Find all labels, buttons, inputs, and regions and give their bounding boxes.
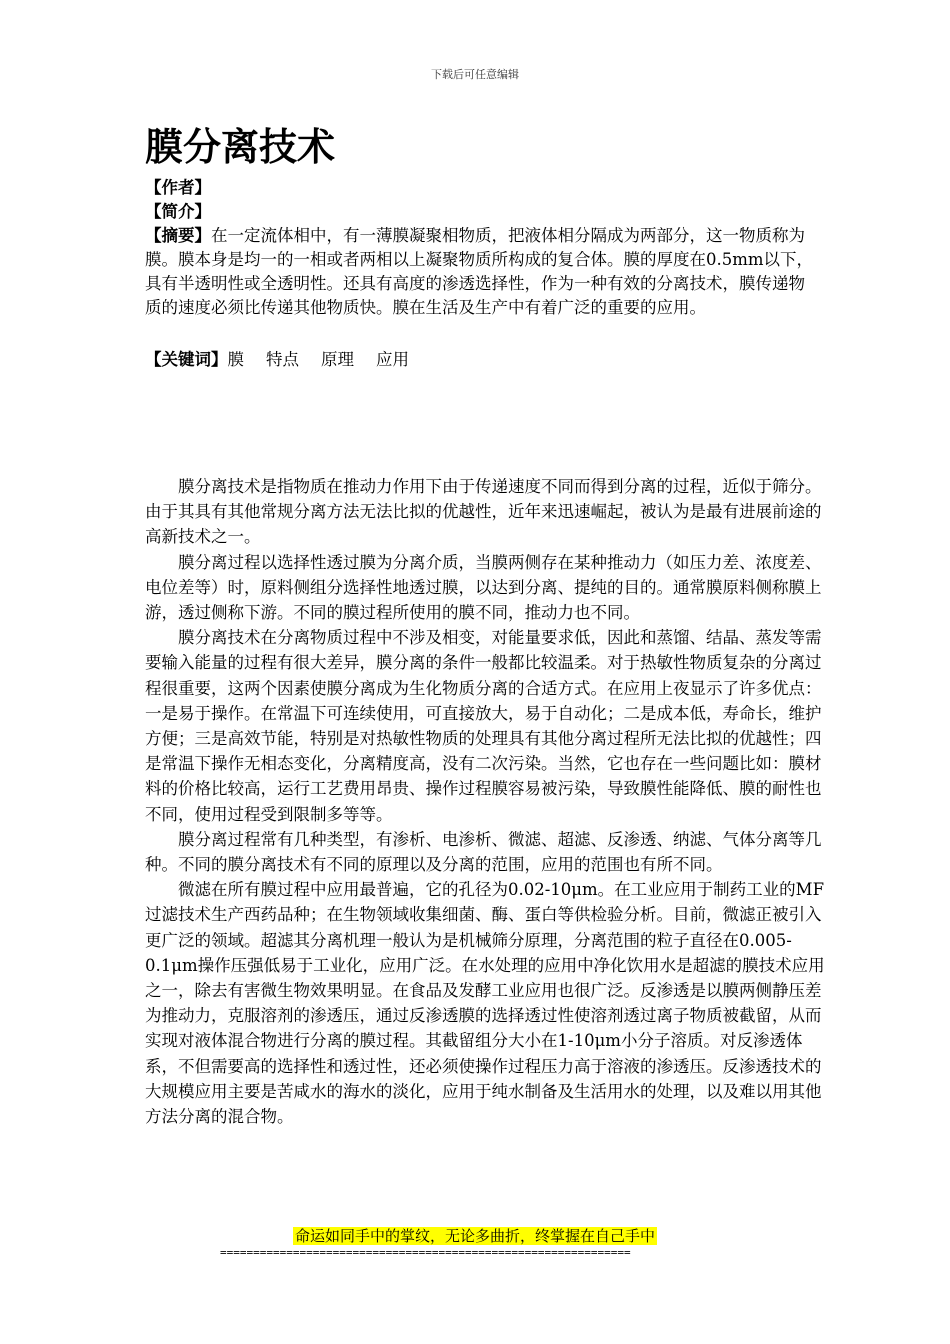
keyword: 原理: [321, 350, 354, 369]
paragraph: 膜分离技术在分离物质过程中不涉及相变，对能量要求低，因此和蒸馏、结晶、蒸发等需要输入能量的过程有很大差异，膜分离的条件一般都比较温柔。对于热敏性物质复杂的分离过程很重要，这两个因素使膜分离成为生化物质分离的合适方式。在应用上夜显示了许多优点：一是易于操作。在常温下可连续使用，可直接放大，易于自动化；二是成本低，寿命长，维护方便；三是高效节能，特别是对热敏性物质的处理具有其他分离过程所无法比拟的优越性；四是常温下操作无相态变化，分离精度高，没有二次污染。当然，它也存在一些问题比如：膜材料的价格比较高，运行工艺费用昂贵、操作过程膜容易被污染，导致膜性能降低、膜的耐性也不同，使用过程受到限制多等等。: [145, 628, 822, 824]
footer-quote: [0, 1226, 950, 1246]
paragraph: 膜分离过程以选择性透过膜为分离介质，当膜两侧存在某种推动力（如压力差、浓度差、电位差等）时，原料侧组分选择性地透过膜，以达到分离、提纯的目的。通常膜原料侧称膜上游，透过侧称下游。不同的膜过程所使用的膜不同，推动力也不同。: [145, 552, 822, 623]
keyword: 膜: [227, 350, 244, 369]
paragraph: 膜分离过程常有几种类型，有渗析、电渗析、微滤、超滤、反渗透、纳滤、气体分离等几种。不同的膜分离技术有不同的原理以及分离的范围，应用的范围也有所不同。: [145, 829, 822, 875]
keywords-label: 【关键词】: [145, 350, 228, 369]
abstract: [145, 224, 815, 320]
keyword: 应用: [376, 350, 409, 369]
paragraph: 膜分离技术是指物质在推动力作用下由于传递速度不同而得到分离的过程，近似于筛分。由于其具有其他常规分离方法无法比拟的优越性，近年来迅速崛起，被认为是最有进展前途的高新技术之一。: [145, 477, 822, 547]
footer-rule: ==============================================================: [220, 1246, 631, 1259]
body-text: [145, 474, 825, 1129]
abstract-label: 【摘要】: [145, 226, 211, 245]
abstract-text: 在一定流体相中，有一薄膜凝聚相物质，把液体相分隔成为两部分，这一物质称为膜。膜本身是均一的一相或者两相以上凝聚物质所构成的复合体。膜的厚度在0.5mm以下，具有半透明性或全透明性。还具有高度的渗透选择性，作为一种有效的分离技术，膜传递物质的速度必须比传递其他物质快。膜在生活及生产中有着广泛的重要的应用。: [145, 226, 814, 317]
footer-quote-text: 命运如同手中的掌纹，无论多曲折，终掌握在自己手中: [294, 1227, 655, 1245]
page-title: 膜分离技术: [145, 125, 336, 169]
keyword: 特点: [266, 350, 299, 369]
intro-line: [145, 200, 815, 224]
header-note: 下载后可任意编辑: [431, 68, 519, 81]
intro-label: 【简介】: [145, 202, 211, 221]
paragraph: 微滤在所有膜过程中应用最普遍，它的孔径为0.02-10μm。在工业应用于制药工业的MF过滤技术生产西药品种；在生物领域收集细菌、酶、蛋白等供检验分析。目前，微滤正被引入更广泛的领域。超滤其分离机理一般认为是机械筛分原理，分离范围的粒子直径在0.005-0.1μm操作压强低易于工业化，应用广泛。在水处理的应用中净化饮用水是超滤的膜技术应用之一，除去有害微生物效果明显。在食品及发酵工业应用也很广泛。反渗透是以膜两侧静压差为推动力，克服溶剂的渗透压，通过反渗透膜的选择透过性使溶剂透过离子物质被截留，从而实现对液体混合物进行分离的膜过程。其截留组分大小在1-10μm小分子溶质。对反渗透体系，不但需要高的选择性和透过性，还必须使操作过程压力高于溶液的渗透压。反渗透技术的大规模应用主要是苦咸水的海水的淡化，应用于纯水制备及生活用水的处理，以及难以用其他方法分离的混合物。: [145, 880, 825, 1127]
author-label: 【作者】: [145, 178, 211, 197]
keywords-line: [145, 348, 815, 372]
author-line: [145, 176, 815, 200]
